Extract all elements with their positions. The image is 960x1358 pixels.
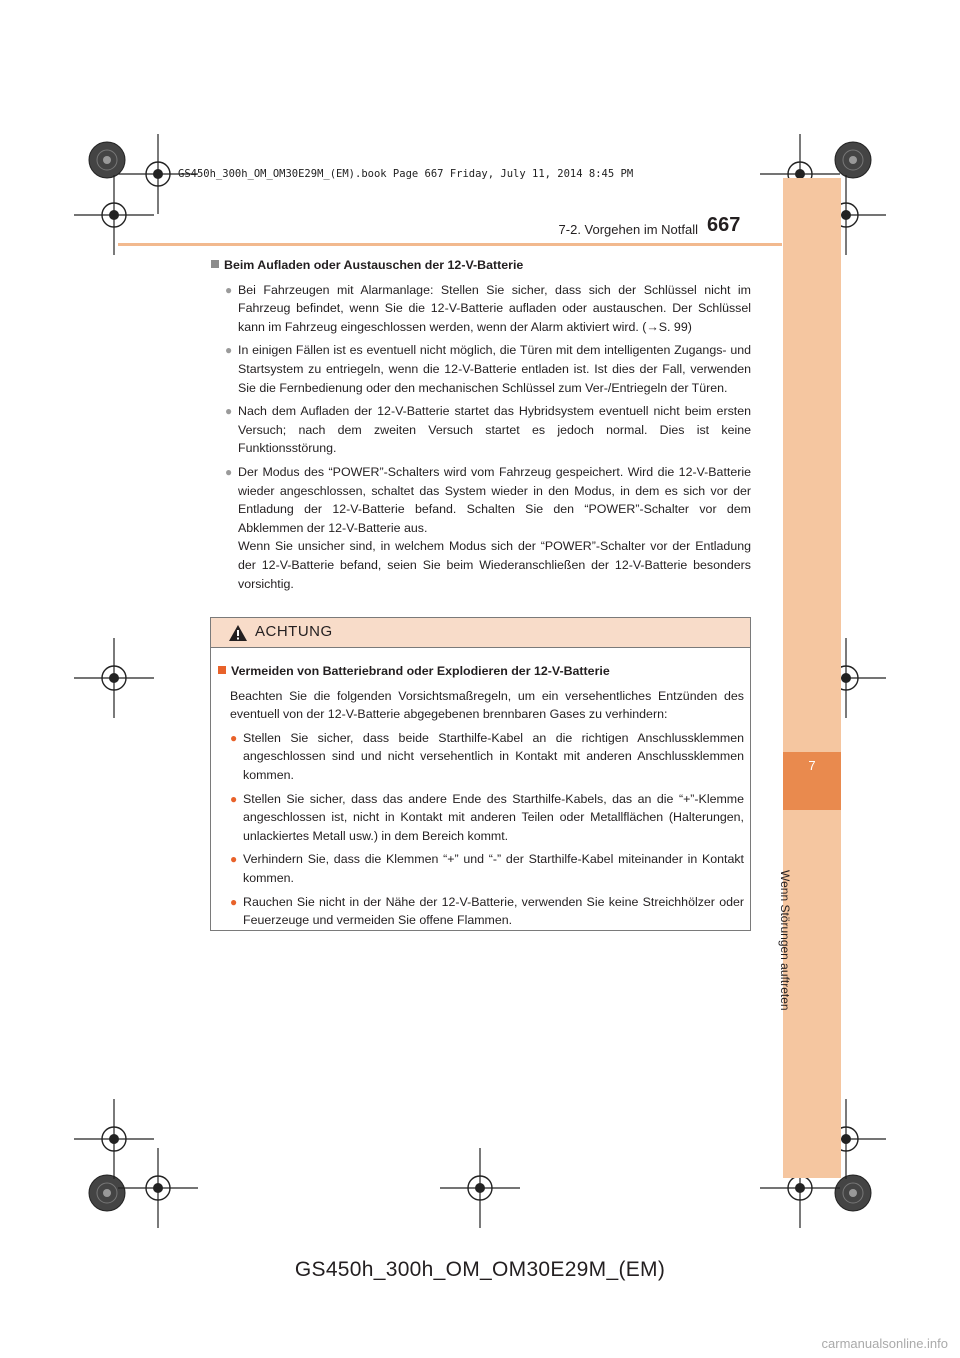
list-item [211, 281, 751, 337]
circle-bullet-icon: ● [230, 791, 238, 806]
section-heading [211, 256, 751, 275]
main-content [211, 256, 751, 598]
warning-box [210, 617, 751, 931]
dial-mark-icon [835, 1175, 871, 1211]
warning-item [218, 893, 744, 930]
chapter-title: Wenn Störungen auftreten [778, 870, 792, 1011]
chapter-number: 7 [808, 758, 816, 773]
warning-item-text: Rauchen Sie nicht in der Nähe der 12-V-Batterie, verwenden Sie keine Streichhölzer oder Feuerzeuge und vermeiden Sie offene Flammen. [243, 894, 744, 928]
crosshair-icon [74, 1099, 154, 1179]
dial-mark-icon [89, 1175, 125, 1211]
warning-item [218, 729, 744, 785]
warning-title: ACHTUNG [255, 623, 333, 640]
header-rule [118, 243, 782, 246]
warning-heading-text: Vermeiden von Batteriebrand oder Explodieren der 12-V-Batterie [231, 664, 610, 678]
document-code: GS450h_300h_OM_OM30E29M_(EM) [294, 1258, 666, 1281]
crosshair-icon [440, 1148, 520, 1228]
warning-intro: Beachten Sie die folgenden Vorsichtsmaßregeln, um ein versehentliches Entzünden des eventuell von der 12-V-Batterie abgegebenen brennbaren Gases zu verhindern: [230, 688, 744, 722]
list-item-text: In einigen Fällen ist es eventuell nicht möglich, die Türen mit dem intelligenten Zugangs- und Startsystem zu entriegeln, wenn die 12-V-Batterie entladen ist. Ist dies der Fall, verwenden Sie die Fernbedienung oder den mechanischen Schlüssel zum Ver-/Entriegeln der Türen. [238, 343, 751, 395]
warning-heading [218, 662, 744, 681]
warning-triangle-icon [228, 624, 248, 642]
list-item [211, 463, 751, 593]
circle-bullet-icon: ● [225, 404, 233, 419]
warning-item-text: Stellen Sie sicher, dass das andere Ende des Starthilfe-Kabels, das an die “+”-Klemme angeschlossen ist, nicht in Kontakt mit anderen Teilen oder Metallflächen (Halterungen, unlackiertes Metall usw.) in dem Bereich kommt. [243, 791, 744, 843]
list-item-text: Bei Fahrzeugen mit Alarmanlage: Stellen Sie sicher, dass sich der Schlüssel nicht im Fahrzeug befindet, wenn Sie die 12-V-Batterie aufladen oder austauschen. Der Schlüssel kann im Fahrzeug eingeschlossen werden, wenn der Alarm aktiviert wird. (→S. 99) [238, 282, 751, 334]
list-item-text: Nach dem Aufladen der 12-V-Batterie startet das Hybridsystem eventuell nicht beim ersten Versuch; nach dem zweiten Versuch startet es jedoch normal. Dies ist keine Funktionsstörung. [238, 404, 751, 456]
crosshair-icon [118, 1148, 198, 1228]
dial-mark-icon [89, 142, 125, 178]
square-bullet-icon [211, 260, 219, 268]
list-item-text: Der Modus des “POWER”-Schalters wird vom Fahrzeug gespeichert. Wird die 12-V-Batterie wieder angeschlossen, schaltet das System wieder in den Modus, in dem es sich vor der Entladung der 12-V-Batterie befand. Schalten Sie den “POWER”-Schalter vor dem Abklemmen der 12-V-Batterie aus. Wenn Sie unsicher sind, in welchem Modus sich der “POWER”-Schalter vor der Entladung der 12-V-Batterie befand, seien Sie beim Wiederanschließen der 12-V-Batterie besonders vorsichtig. [238, 464, 751, 591]
square-bullet-icon [218, 666, 226, 674]
dial-mark-icon [835, 142, 871, 178]
crosshair-icon [74, 638, 154, 718]
page-number: 667 [707, 214, 741, 236]
circle-bullet-icon: ● [230, 730, 238, 745]
circle-bullet-icon: ● [225, 343, 233, 358]
list-item [211, 341, 751, 397]
warning-body [211, 648, 750, 930]
section-heading-text: Beim Aufladen oder Austauschen der 12-V-Batterie [224, 258, 524, 272]
warning-item [218, 850, 744, 887]
warning-header [211, 618, 750, 648]
list-item [211, 402, 751, 458]
chapter-side-tab [783, 178, 841, 1178]
circle-bullet-icon: ● [225, 282, 233, 297]
warning-item-text: Stellen Sie sicher, dass beide Starthilfe-Kabel an die richtigen Anschlussklemmen angeschlossen sind und nicht versehentlich in Kontakt mit anderen Anschlussklemmen kommen. [243, 730, 744, 782]
section-title: 7-2. Vorgehen im Notfall [558, 222, 698, 237]
watermark: carmanualsonline.info [821, 1336, 948, 1351]
warning-item-text: Verhindern Sie, dass die Klemmen “+” und “-” der Starthilfe-Kabel miteinander in Kontakt kommen. [243, 852, 744, 885]
warning-item [218, 790, 744, 846]
circle-bullet-icon: ● [230, 852, 238, 867]
circle-bullet-icon: ● [230, 894, 238, 909]
circle-bullet-icon: ● [225, 464, 233, 479]
print-header: GS450h_300h_OM_OM30E29M_(EM).book Page 667 Friday, July 11, 2014 8:45 PM [178, 168, 634, 180]
